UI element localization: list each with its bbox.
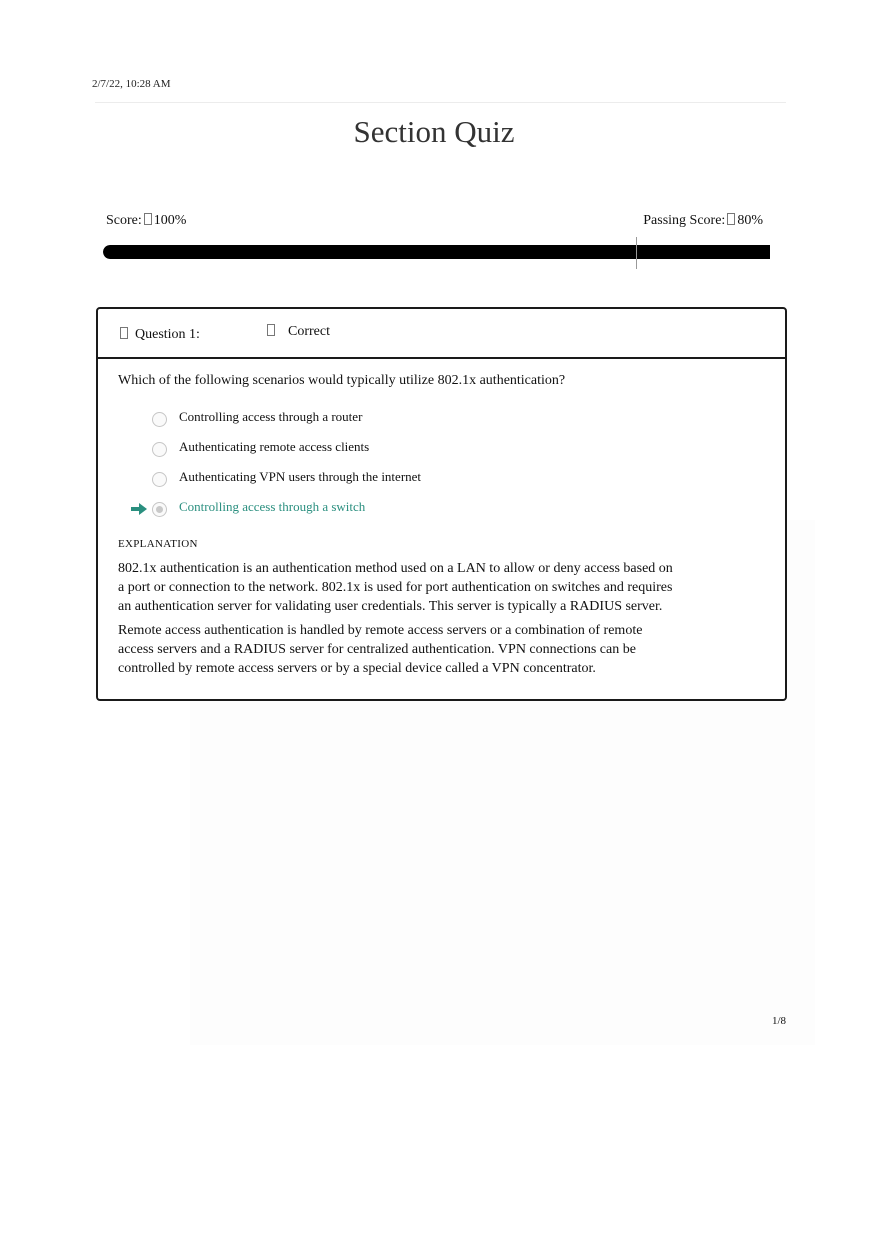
page-number: 1/8 <box>771 1015 786 1027</box>
answer-option-label: Controlling access through a router <box>179 409 363 424</box>
score-progress-fill <box>103 245 770 259</box>
question-icon <box>120 327 128 339</box>
question-card-header <box>98 309 785 359</box>
answer-option-label: Controlling access through a switch <box>179 499 366 514</box>
question-prompt: Which of the following scenarios would typically utilize 802.1x authentication? <box>118 373 566 388</box>
explanation-heading: EXPLANATION <box>118 538 198 550</box>
score-value: 100% <box>153 213 187 228</box>
passing-score-label: Passing Score: <box>643 213 726 228</box>
radio-button-4[interactable] <box>152 502 167 517</box>
question-card <box>96 307 787 701</box>
radio-button-1[interactable] <box>152 412 167 427</box>
placeholder-glyph-icon <box>144 213 152 225</box>
arrow-right-icon <box>131 503 147 515</box>
explanation-paragraph: 802.1x authentication is an authentication method used on a LAN to allow or deny access based on a port or connection to the network. 802.1x is used for port authentication on switches and requires an authentication server for validating user credentials. This server is typically a RADIUS server. <box>118 561 673 614</box>
score-readout <box>106 213 186 229</box>
answer-option-label: Authenticating remote access clients <box>179 439 370 454</box>
radio-button-2[interactable] <box>152 442 167 457</box>
score-label: Score: <box>106 213 142 228</box>
answer-option-label: Authenticating VPN users through the internet <box>179 469 422 484</box>
question-number <box>118 327 200 343</box>
question-number-label: Question 1: <box>135 327 200 342</box>
score-progress-bar <box>103 245 770 259</box>
passing-score-value: 80% <box>737 213 763 228</box>
passing-score-marker <box>636 237 637 269</box>
question-status <box>265 324 330 340</box>
header-divider <box>95 102 786 103</box>
page-title: Section Quiz <box>353 114 515 149</box>
question-status-label: Correct <box>288 324 330 339</box>
radio-button-3[interactable] <box>152 472 167 487</box>
passing-score-readout <box>643 213 763 229</box>
placeholder-glyph-icon <box>727 213 735 225</box>
print-timestamp: 2/7/22, 10:28 AM <box>92 78 171 90</box>
status-icon <box>267 324 275 336</box>
explanation-paragraph: Remote access authentication is handled by remote access servers or a combination of remote access servers and a RADIUS server for centralized authentication. VPN connections can be controlled by remote access servers or by a special device called a VPN concentrator. <box>118 623 643 676</box>
